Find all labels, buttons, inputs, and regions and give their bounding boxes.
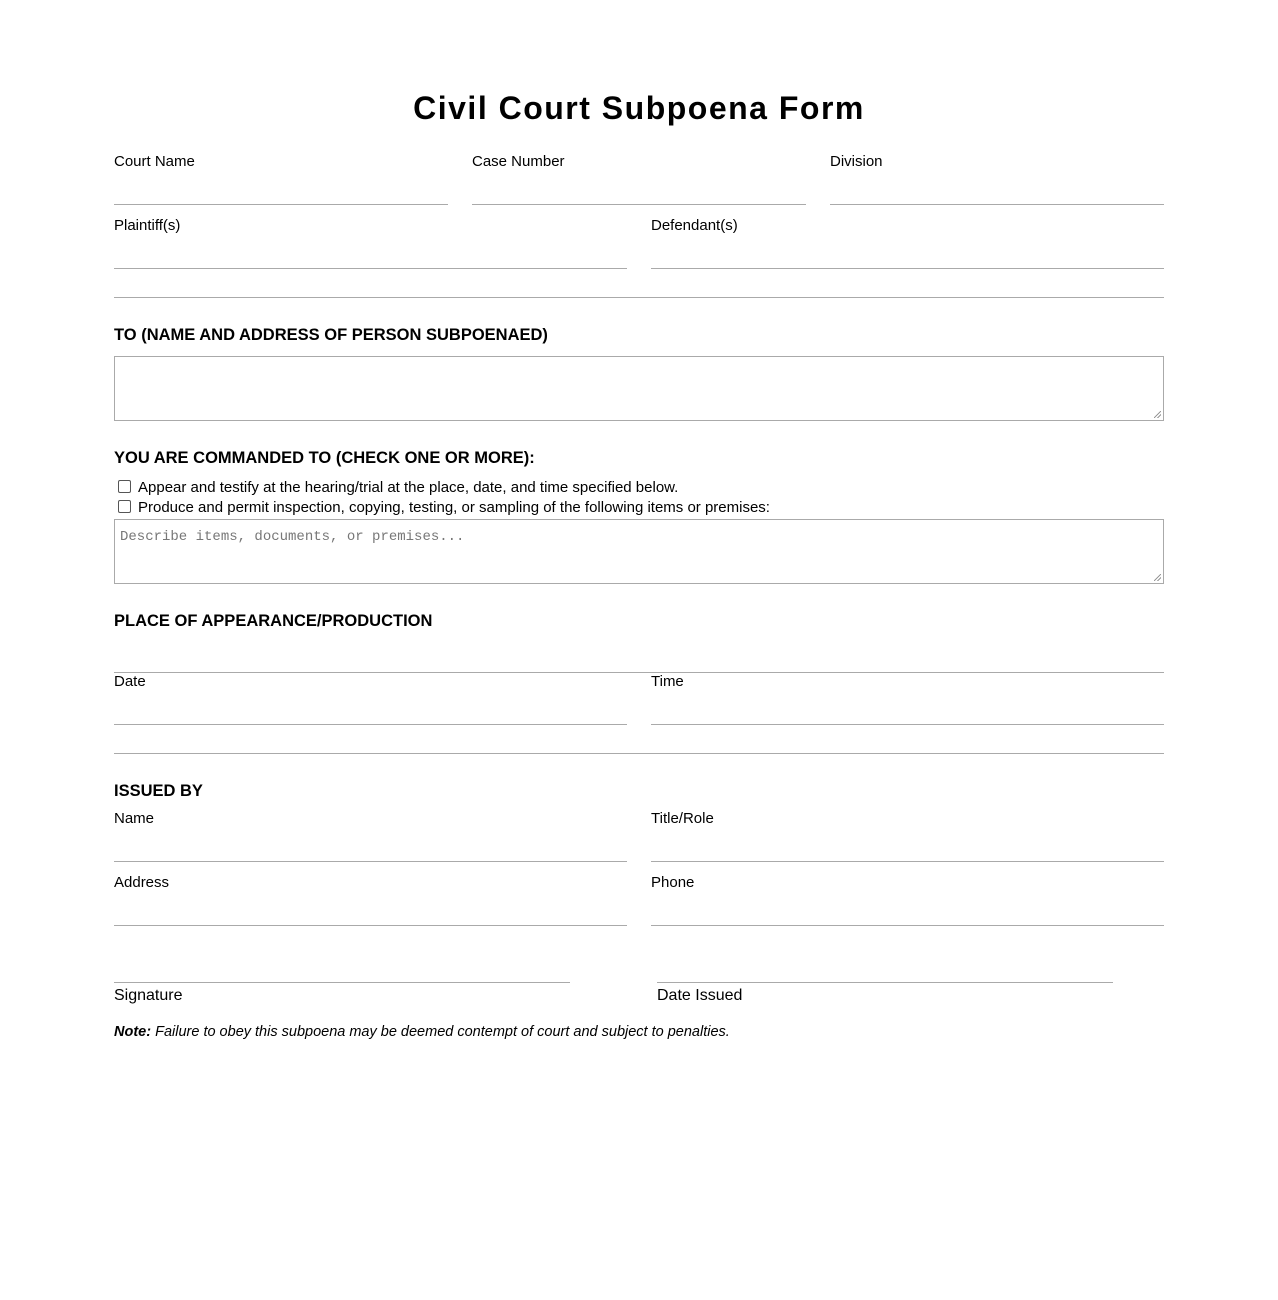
time-input[interactable]: [651, 704, 1164, 725]
case-number-label: Case Number: [472, 153, 565, 170]
resize-grip-icon[interactable]: [1154, 574, 1161, 581]
plaintiffs-input[interactable]: [114, 248, 627, 269]
date-label: Date: [114, 673, 146, 690]
note: [114, 1024, 730, 1040]
produce-items-checkbox[interactable]: [118, 500, 131, 513]
commanded-heading: YOU ARE COMMANDED TO (CHECK ONE OR MORE):: [114, 449, 535, 467]
divider: [114, 753, 1164, 754]
address-input[interactable]: [114, 905, 627, 926]
signature-line[interactable]: [114, 962, 570, 983]
page-title: Civil Court Subpoena Form: [413, 90, 865, 126]
issuer-name-label: Name: [114, 810, 155, 827]
title-role-input[interactable]: [651, 841, 1164, 862]
address-label: Address: [114, 874, 170, 891]
place-heading: PLACE OF APPEARANCE/PRODUCTION: [114, 612, 433, 630]
defendants-input[interactable]: [651, 248, 1164, 269]
produce-items-label: Produce and permit inspection, copying, testing, or sampling of the following items or premises:: [138, 499, 770, 516]
place-input[interactable]: [114, 652, 1164, 673]
title-role-label: Title/Role: [651, 810, 714, 827]
court-name-label: Court Name: [114, 153, 195, 170]
issued-by-heading: ISSUED BY: [114, 782, 203, 800]
date-issued-line[interactable]: [657, 962, 1113, 983]
note-text: Failure to obey this subpoena may be deemed contempt of court and subject to penalties.: [151, 1024, 730, 1040]
items-placeholder: Describe items, documents, or premises...: [120, 529, 465, 545]
court-name-input[interactable]: [114, 184, 448, 205]
resize-grip-icon[interactable]: [1154, 411, 1161, 418]
note-label: Note:: [114, 1024, 152, 1040]
items-textarea[interactable]: [114, 519, 1164, 584]
phone-input[interactable]: [651, 905, 1164, 926]
time-label: Time: [651, 673, 684, 690]
division-input[interactable]: [830, 184, 1164, 205]
phone-label: Phone: [651, 874, 695, 891]
appear-testify-checkbox[interactable]: [118, 480, 131, 493]
date-issued-label: Date Issued: [657, 987, 743, 1004]
issuer-name-input[interactable]: [114, 841, 627, 862]
appear-testify-label: Appear and testify at the hearing/trial at the place, date, and time specified below.: [138, 479, 679, 496]
division-label: Division: [830, 153, 883, 170]
date-input[interactable]: [114, 704, 627, 725]
case-number-input[interactable]: [472, 184, 806, 205]
defendants-label: Defendant(s): [651, 217, 738, 234]
plaintiffs-label: Plaintiff(s): [114, 217, 181, 234]
signature-label: Signature: [114, 987, 183, 1004]
to-heading: TO (NAME AND ADDRESS OF PERSON SUBPOENAED): [114, 326, 548, 344]
divider: [114, 297, 1164, 298]
subpoenaed-person-textarea[interactable]: [114, 356, 1164, 421]
